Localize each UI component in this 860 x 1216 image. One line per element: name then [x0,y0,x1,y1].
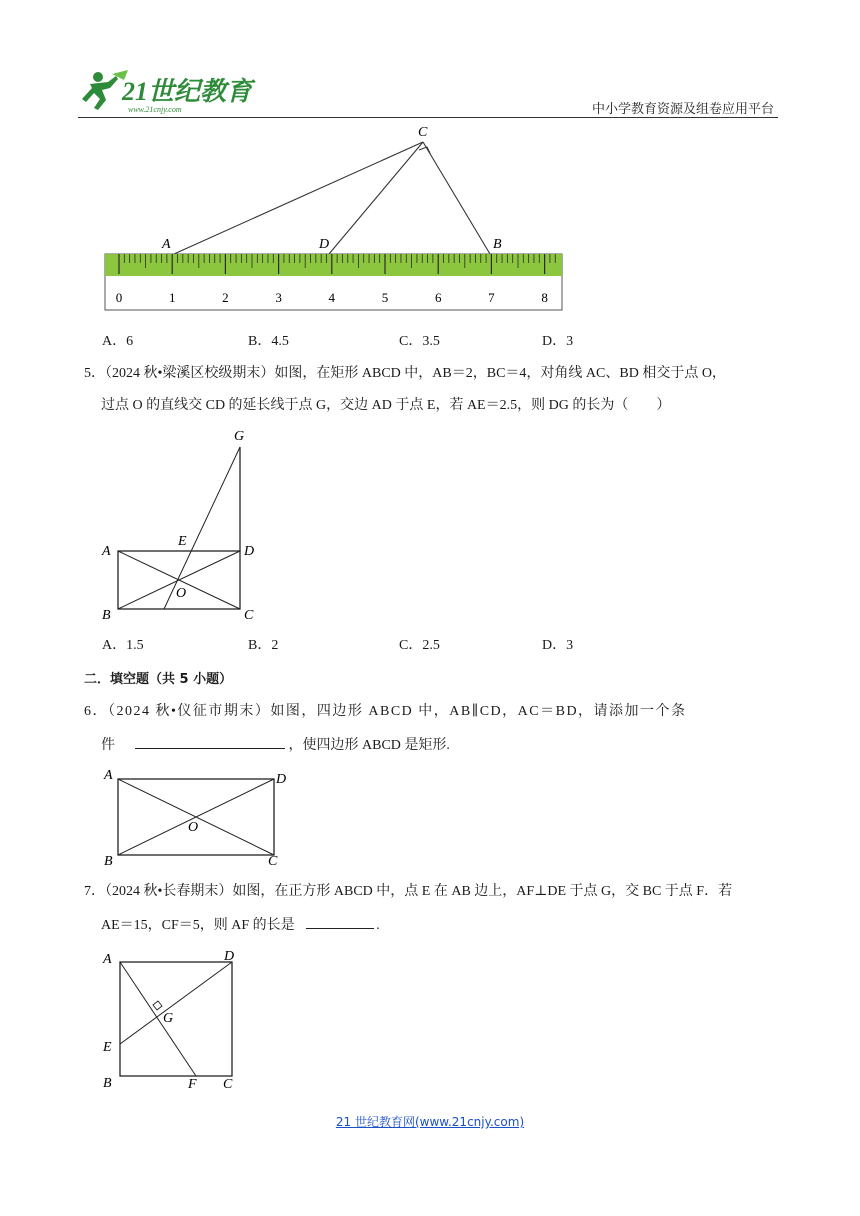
q4-option-b: B．4.5 [248,334,289,349]
ruler-green-band [105,254,562,276]
ruler-number: 6 [434,290,442,305]
q7-text-line1: 7．（2024 秋•长春期末）如图，在正方形 ABCD 中，点 E 在 AB 边上，AF⊥DE 于点 G，交 BC 于点 F．若 [84,884,733,899]
line-de [120,962,232,1044]
q7-suffix: . [376,918,380,933]
ruler-number: 1 [168,290,176,305]
line-ge [164,447,240,609]
label-e: E [178,534,187,549]
label-g: G [234,429,245,444]
q4-option-d: D．3 [542,334,574,349]
q7-prefix: AE＝15，CF＝5，则 AF 的长是 [101,918,295,933]
q6-suffix: ，使四边形 ABCD 是矩形. [288,738,450,753]
q7-square-diagram [96,945,256,1095]
right-angle-icon [419,147,430,153]
label-d: D [224,949,235,964]
label-b: B [103,1076,112,1091]
ruler-number: 2 [222,290,229,305]
q5-rectangle-diagram [96,425,276,625]
q6-figure [96,765,296,875]
footer-link[interactable]: 21 世纪教育网(www.21cnjy.com) [335,1115,525,1129]
label-f: F [188,1077,197,1092]
line-af [120,962,196,1076]
label-o: O [176,586,187,601]
q5-text-line1: 5．（2024 秋•梁溪区校级期末）如图，在矩形 ABCD 中，AB＝2，BC＝4，对角线 AC、BD 相交于点 O， [84,366,726,381]
label-a: A [104,768,113,783]
ruler-number: 0 [115,290,123,305]
logo-url: www.21cnjy.com [128,105,182,114]
q6-text-line2 [101,734,793,756]
section-title: 二．填空题（共 5 小题） [84,672,233,687]
label-a: A [102,544,111,559]
q5-option-c: C．2.5 [399,638,440,653]
q4-option-a: A．6 [102,334,134,349]
label-d: D [276,772,287,787]
q4-option-c: C．3.5 [399,334,440,349]
q6-prefix: 件 [101,738,115,753]
q5-option-a: A．1.5 [102,638,144,653]
square-abcd [120,962,232,1076]
q5-figure [96,425,276,630]
label-c: C [268,854,278,869]
q6-answer-blank[interactable] [135,734,285,749]
q6-rectangle-diagram [96,765,296,870]
label-g: G [163,1011,174,1026]
label-b: B [104,854,113,869]
label-c: C [418,125,428,140]
label-d: D [319,237,330,252]
q4-ruler-diagram [100,120,570,320]
line-bc [423,142,490,254]
line-ac [174,142,423,254]
q4-figure [100,120,570,325]
ruler-number: 8 [541,290,548,305]
q5-options [102,634,602,654]
label-a: A [103,952,112,967]
q5-option-b: B．2 [248,638,279,653]
ruler-number: 3 [275,290,282,305]
label-b: B [102,608,111,623]
ruler-number: 4 [328,290,336,305]
q6-text-line1: 6．（2024 秋•仪征市期末）如图，四边形 ABCD 中，AB∥CD，AC＝BD，请添加一个条 [84,704,687,719]
ruler-number: 5 [381,290,389,305]
footer [0,1113,860,1130]
site-logo [78,66,258,118]
label-e: E [103,1040,112,1055]
label-c: C [223,1077,233,1092]
q5-text-line2: 过点 O 的直线交 CD 的延长线于点 G，交边 AD 于点 E，若 AE＝2.5，则 DG 的长为（ ） [101,398,671,413]
q7-figure [96,945,256,1100]
header-divider [78,117,778,118]
right-angle-icon [153,1001,162,1010]
line-dc [329,142,423,254]
label-c: C [244,608,254,623]
header-tagline: 中小学教育资源及组卷应用平台 [591,102,774,117]
q4-options [102,330,602,350]
q7-text-line2 [101,914,793,936]
q7-answer-blank[interactable] [306,914,374,929]
label-o: O [188,820,199,835]
ruler-number: 7 [488,290,495,305]
logo-text: 21世纪教育 [122,77,253,106]
label-d: D [244,544,255,559]
label-b: B [493,237,502,252]
label-a: A [162,237,171,252]
q5-option-d: D．3 [542,638,574,653]
